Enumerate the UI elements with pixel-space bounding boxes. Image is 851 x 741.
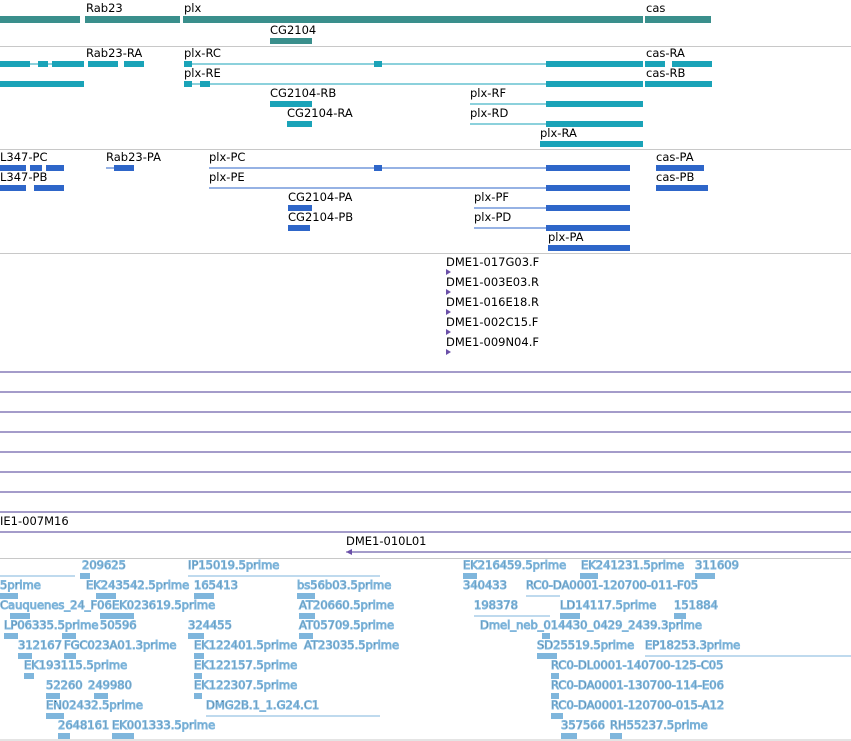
transcript-exon[interactable] <box>546 101 643 107</box>
gene-bar-cas[interactable] <box>645 16 711 23</box>
transcript-exon[interactable] <box>88 61 118 67</box>
protein-exon[interactable] <box>374 165 382 171</box>
est-label: DME1-009N04.F <box>446 335 539 349</box>
est-marker[interactable] <box>446 349 451 355</box>
clone-label: 209625 <box>82 558 126 572</box>
transcript-exon[interactable] <box>38 61 48 67</box>
clone-label: 52260 <box>46 678 83 692</box>
transcript-exon[interactable] <box>374 61 382 67</box>
protein-exon[interactable] <box>0 185 26 191</box>
transcript-track-a <box>0 46 712 147</box>
clone-label: RC0-DL0001-140700-125-C05 <box>551 658 724 672</box>
protein-exon[interactable] <box>288 225 310 231</box>
clone-label: FGC023A01.3prime <box>64 638 177 652</box>
transcript-exon[interactable] <box>200 81 210 87</box>
clone-label: LP06335.5prime <box>4 618 99 632</box>
clone-label: Dmel_neb_014430_0429_2439.3prime <box>480 618 702 632</box>
clone-label: bs56b03.5prime <box>297 578 392 592</box>
protein-exon[interactable] <box>546 205 630 211</box>
clone-label: 312167 <box>18 638 62 652</box>
clone-label: RC0-DA0001-120700-015-A12 <box>551 698 725 712</box>
protein-label: CG2104-PA <box>288 190 353 204</box>
protein-exon[interactable] <box>546 185 630 191</box>
gene-bar-left[interactable] <box>0 16 80 23</box>
clone-label: AT20660.5prime <box>299 598 395 612</box>
clone-label: LD14117.5prime <box>560 598 657 612</box>
clone-label: 311609 <box>695 558 739 572</box>
protein-label: plx-PF <box>474 190 509 204</box>
clone-label: Cauquenes_24_F06 <box>0 598 112 612</box>
clone-label: 151884 <box>674 598 718 612</box>
alignment-label: DME1-010L01 <box>346 534 427 548</box>
clone-label: EK243542.5prime <box>86 578 190 592</box>
clone-label: EP18253.3prime <box>645 638 741 652</box>
protein-label: L347-PC <box>0 150 48 164</box>
clone-label: DMG2B.1_1.G24.C1 <box>206 698 320 712</box>
clone-label: EK122401.5prime <box>194 638 298 652</box>
transcript-label: cas-RA <box>646 46 685 60</box>
clone-label: RC0-DA0001-120700-011-F05 <box>526 578 699 592</box>
gene-track <box>0 1 711 44</box>
protein-exon[interactable] <box>34 185 64 191</box>
transcript-label: CG2104-RB <box>270 86 337 100</box>
clone-track <box>0 558 851 739</box>
clone-label: EK193115.5prime <box>24 658 128 672</box>
transcript-label: plx-RF <box>470 86 507 100</box>
transcript-exon[interactable] <box>546 81 643 87</box>
est-track <box>446 255 539 355</box>
clone-label: EK023619.5prime <box>112 598 216 612</box>
protein-label: plx-PC <box>209 150 246 164</box>
gene-bar-cg2104[interactable] <box>270 38 312 44</box>
protein-label: cas-PB <box>656 170 695 184</box>
clone-label: SD25519.5prime <box>537 638 635 652</box>
protein-exon[interactable] <box>546 165 630 171</box>
clone-label: EN02432.5prime <box>46 698 143 712</box>
protein-exon[interactable] <box>46 165 64 171</box>
clone-label: 340433 <box>463 578 507 592</box>
est-label: DME1-002C15.F <box>446 315 539 329</box>
transcript-exon[interactable] <box>52 61 84 67</box>
clone-label: EK122307.5prime <box>194 678 298 692</box>
gene-label: cas <box>646 1 666 15</box>
clone-label: EK241231.5prime <box>581 558 685 572</box>
transcript-exon[interactable] <box>0 61 30 67</box>
clone-label: 324455 <box>188 618 232 632</box>
transcript-label: plx-RD <box>470 106 509 120</box>
gene-label: Rab23 <box>86 1 123 15</box>
transcript-label: Rab23-RA <box>86 46 143 60</box>
est-label: DME1-003E03.R <box>446 275 540 289</box>
transcript-track-b <box>0 150 708 251</box>
gene-bar-plx[interactable] <box>183 16 643 23</box>
transcript-exon[interactable] <box>645 81 712 87</box>
protein-label: CG2104-PB <box>288 210 354 224</box>
clone-label: EK001333.5prime <box>112 718 216 732</box>
protein-label: cas-PA <box>656 150 694 164</box>
transcript-exon[interactable] <box>0 81 84 87</box>
clone-label: RH55237.5prime <box>610 718 708 732</box>
clone-feature[interactable] <box>24 673 34 679</box>
protein-label: Rab23-PA <box>106 150 161 164</box>
protein-exon[interactable] <box>548 245 630 251</box>
transcript-exon[interactable] <box>124 61 144 67</box>
clone-label: 249980 <box>88 678 132 692</box>
transcript-exon[interactable] <box>184 81 192 87</box>
transcript-label: cas-RB <box>646 66 686 80</box>
alignment-label: IE1-007M16 <box>0 514 69 528</box>
clone-label: EK122157.5prime <box>194 658 298 672</box>
transcript-label: plx-RA <box>540 126 577 140</box>
clone-label: 5prime <box>0 578 41 592</box>
transcript-label: plx-RC <box>184 46 221 60</box>
est-label: DME1-017G03.F <box>446 255 540 269</box>
clone-label: AT23035.5prime <box>304 638 400 652</box>
clone-label: RC0-DA0001-130700-114-E06 <box>551 678 724 692</box>
transcript-label: plx-RE <box>184 66 221 80</box>
alignment-marker[interactable] <box>346 549 352 555</box>
transcript-exon[interactable] <box>540 141 643 147</box>
clone-label: EK216459.5prime <box>463 558 567 572</box>
gene-label: plx <box>184 1 202 15</box>
transcript-exon[interactable] <box>287 121 312 127</box>
est-label: DME1-016E18.R <box>446 295 540 309</box>
clone-label: AT05709.5prime <box>299 618 395 632</box>
protein-exon[interactable] <box>656 185 708 191</box>
clone-label: 165413 <box>194 578 238 592</box>
clone-label: 357566 <box>561 718 605 732</box>
protein-label: plx-PE <box>209 170 245 184</box>
clone-feature[interactable] <box>194 693 202 699</box>
clone-feature[interactable] <box>561 733 577 739</box>
clone-feature[interactable] <box>58 733 70 739</box>
clone-label: IP15019.5prime <box>188 558 280 572</box>
clone-label: 50596 <box>100 618 137 632</box>
clone-label: 2648161 <box>58 718 110 732</box>
clone-feature[interactable] <box>112 733 134 739</box>
protein-exon[interactable] <box>114 165 134 171</box>
gene-bar-rab23[interactable] <box>85 16 180 23</box>
gene-label: CG2104 <box>270 23 317 37</box>
transcript-label: CG2104-RA <box>287 106 353 120</box>
long-alignment-track <box>0 372 851 555</box>
clone-feature[interactable] <box>610 733 622 739</box>
clone-feature[interactable] <box>4 633 18 639</box>
protein-label: plx-PA <box>548 230 584 244</box>
clone-label: 198378 <box>474 598 518 612</box>
protein-label: plx-PD <box>474 210 512 224</box>
protein-label: L347-PB <box>0 170 48 184</box>
transcript-exon[interactable] <box>546 61 643 67</box>
